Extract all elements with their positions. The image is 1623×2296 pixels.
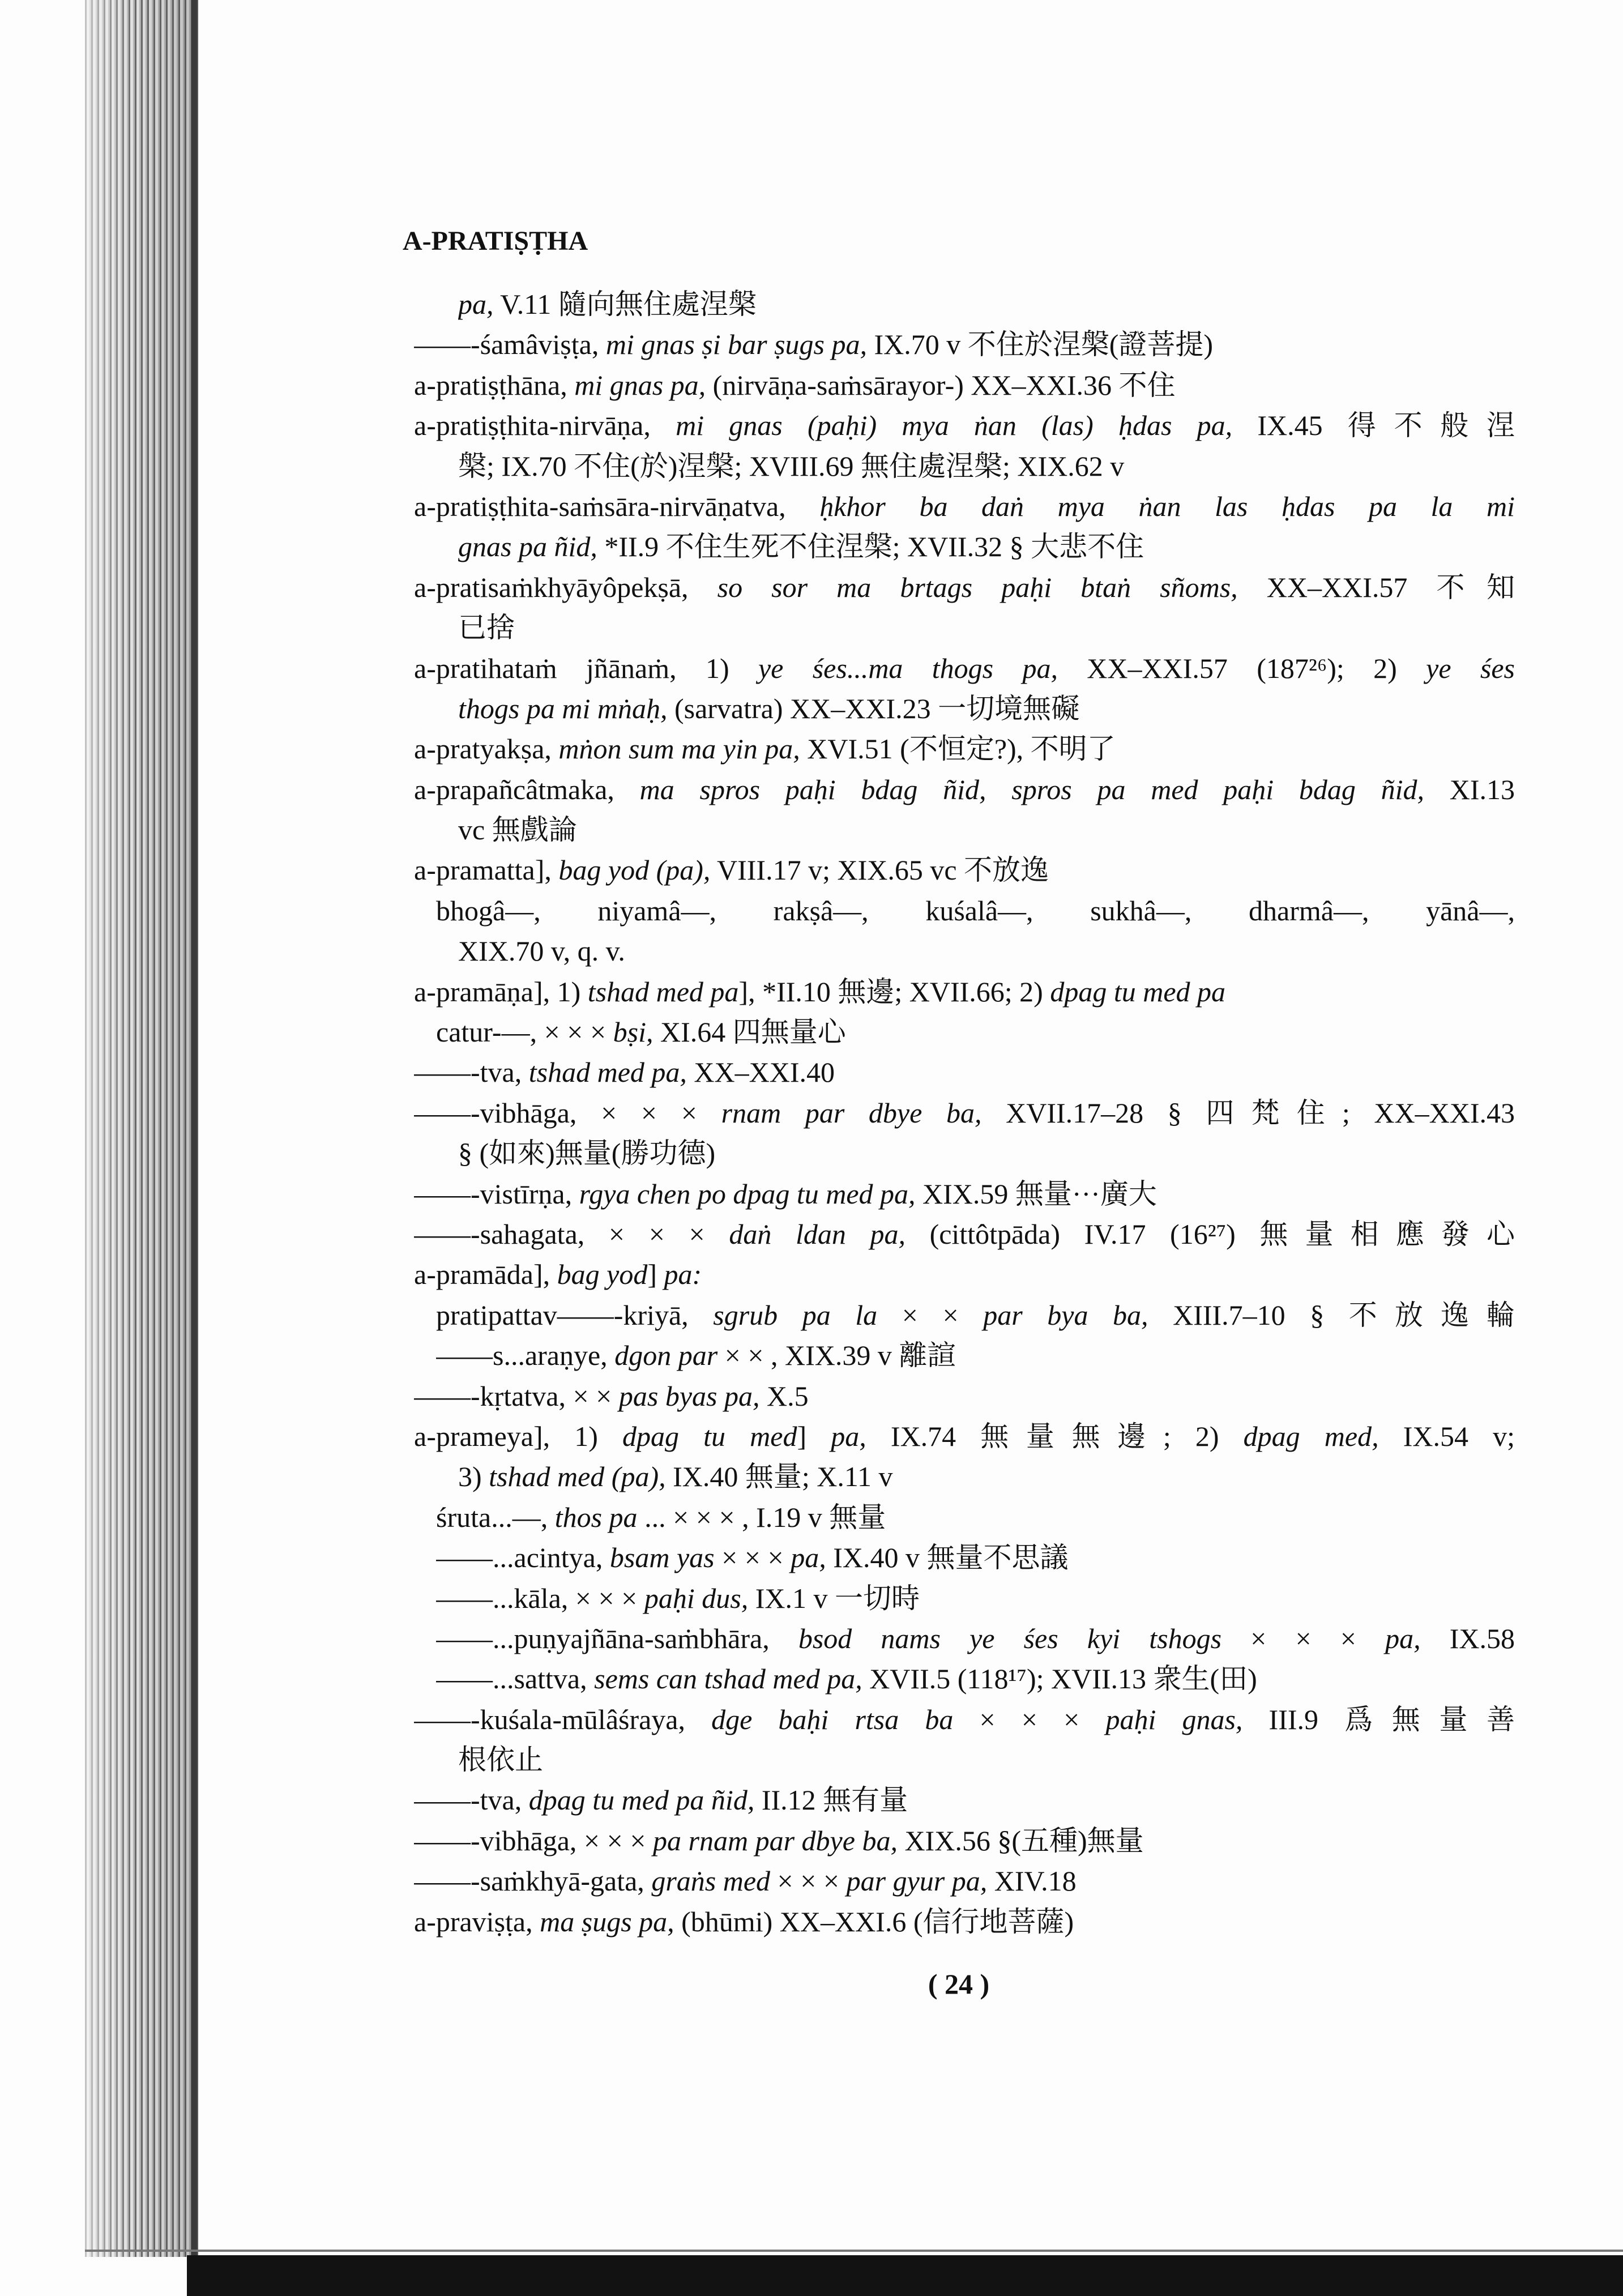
sanskrit-text: a-pramāda], <box>414 1258 557 1291</box>
entry-line <box>414 1780 1515 1820</box>
tibetan-text: gnas pa ñid, <box>458 531 597 563</box>
sanskrit-text: a-pramāṇa], 1) <box>414 975 588 1008</box>
entry-line <box>414 1214 1515 1254</box>
tibetan-text: pa, <box>831 1420 866 1452</box>
reference-text: XI.64 四無量心 <box>653 1016 846 1048</box>
reference-text: IX.45 得不般涅 <box>1232 409 1515 442</box>
entry-line <box>414 850 1515 890</box>
reference-text: 3) <box>458 1461 489 1493</box>
entry-line <box>436 1659 1515 1699</box>
reference-text: IX.58 <box>1420 1622 1515 1654</box>
tibetan-text: tshad med (pa), <box>489 1461 666 1493</box>
entry-line <box>414 486 1515 527</box>
tibetan-text: ma spros paḥi bdag ñid, spros pa med paḥi bdag ñid, <box>639 773 1425 805</box>
entry-line <box>414 1052 1515 1092</box>
scan-bottom-edge <box>187 2255 1623 2296</box>
sanskrit-text: a-pratisaṁkhyāyôpekṣā, <box>414 571 717 603</box>
reference-text: XX–XXI.40 <box>686 1056 835 1089</box>
entry-line <box>458 284 1515 325</box>
entry-line <box>414 1093 1515 1133</box>
entry-line <box>414 1174 1515 1214</box>
entry-line <box>458 689 1515 729</box>
sanskrit-text: catur-—, × × × <box>436 1016 613 1048</box>
reference-text: ], *II.10 無邊; XVII.66; 2) <box>738 975 1050 1008</box>
reference-text: IX.54 v; <box>1378 1420 1515 1452</box>
entry-line <box>436 1012 1515 1052</box>
sanskrit-text: ——s...araṇye, <box>436 1339 615 1372</box>
entry-line <box>436 1295 1515 1335</box>
sanskrit-text: ——-śamâviṣṭa, <box>414 328 606 361</box>
tibetan-text: sgrub pa la <box>713 1299 878 1331</box>
entry-line <box>458 527 1515 567</box>
tibetan-text: pa, <box>1385 1622 1421 1654</box>
reference-text: XX–XXI.57 (187²⁶); 2) <box>1057 652 1426 684</box>
reference-text: VIII.17 v; XIX.65 vc 不放逸 <box>710 854 1049 886</box>
tibetan-text: pa: <box>664 1258 702 1291</box>
entry-line <box>414 1861 1515 1901</box>
reference-text: XIX.70 v, q. v. <box>458 935 625 967</box>
reference-text: IX.40 無量; X.11 v <box>665 1461 893 1493</box>
tibetan-text: mi gnas ṣi bar ṣugs pa, <box>605 328 868 361</box>
tibetan-text: dpag tu med <box>622 1420 797 1452</box>
reference-text: XVI.51 (不恒定?), 不明了 <box>800 733 1116 765</box>
entry-line <box>414 406 1515 446</box>
entry-line <box>436 891 1515 931</box>
tibetan-text: rgya chen po dpag tu med pa, <box>579 1177 916 1210</box>
tibetan-text: par gyur pa, <box>846 1865 988 1897</box>
sanskrit-text: bhogâ—, niyamâ—, rakṣâ—, kuśalâ—, sukhâ—, dharmâ—, yānâ—, <box>436 894 1515 927</box>
sanskrit-text: ——...kāla, × × × <box>436 1582 644 1614</box>
sanskrit-text: ——-kuśala-mūlâśraya, <box>414 1703 712 1735</box>
tibetan-text: daṅ ldan pa, <box>729 1218 906 1250</box>
sanskrit-text: ——-tva, <box>414 1784 529 1816</box>
tibetan-text: thogs pa mi mṅaḥ, <box>458 692 668 724</box>
tibetan-text: bsam yas <box>609 1542 715 1574</box>
reference-text: × × × <box>1221 1622 1386 1654</box>
entry-line <box>414 729 1515 769</box>
tibetan-text: paḥi dus, <box>644 1582 749 1614</box>
reference-text: (bhūmi) XX–XXI.6 (信行地菩薩) <box>674 1905 1074 1937</box>
entry-line <box>436 1335 1515 1376</box>
entry-line <box>436 1619 1515 1659</box>
entry-line <box>436 1578 1515 1619</box>
tibetan-text: bag yod (pa), <box>558 854 711 886</box>
entry-line <box>458 810 1515 850</box>
reference-text: 已捨 <box>458 612 515 644</box>
tibetan-text: paḥi gnas, <box>1105 1703 1243 1735</box>
reference-text: XIII.7–10 § 不放逸輪 <box>1148 1299 1515 1331</box>
sanskrit-text: ——-vibhāga, × × × <box>414 1824 654 1857</box>
reference-text: XIX.59 無量···廣大 <box>915 1177 1157 1210</box>
sanskrit-text: a-pramatta], <box>414 854 559 886</box>
reference-text: XX–XXI.57 不知 <box>1237 571 1515 603</box>
tibetan-text: rnam par dbye ba, <box>721 1096 982 1129</box>
tibetan-text: graṅs med <box>651 1865 771 1897</box>
reference-text: *II.9 不住生死不住涅槃; XVII.32 § 大悲不住 <box>597 531 1144 563</box>
tibetan-text: par bya ba, <box>983 1299 1148 1331</box>
sanskrit-text: śruta...—, <box>436 1501 555 1533</box>
tibetan-text: pa, <box>791 1542 826 1574</box>
reference-text: vc 無戲論 <box>458 814 577 846</box>
entry-line <box>414 1902 1515 1942</box>
scan-edge-line <box>85 2250 1623 2252</box>
reference-text: V.11 隨向無住處涅槃 <box>493 288 757 320</box>
entry-line <box>458 931 1515 971</box>
sanskrit-text: ——...puṇyajñāna-saṁbhāra, <box>436 1622 798 1654</box>
tibetan-text: bag yod <box>557 1258 648 1291</box>
sanskrit-text: ——-kṛtatva, × × <box>414 1380 619 1412</box>
reference-text: IX.70 v 不住於涅槃(證菩提) <box>867 328 1214 361</box>
entry-line <box>414 1700 1515 1740</box>
tibetan-text: pa rnam par dbye ba, <box>653 1824 898 1857</box>
tibetan-text: so sor ma brtags paḥi btaṅ sñoms, <box>717 571 1238 603</box>
reference-text: XIX.56 §(五種)無量 <box>897 1824 1144 1857</box>
reference-text: XIV.18 <box>987 1865 1077 1897</box>
reference-text: IX.74 無量無邊; 2) <box>866 1420 1244 1452</box>
dictionary-entries <box>0 284 1623 1942</box>
tibetan-text: pa, <box>458 288 494 320</box>
sanskrit-text: a-pratihataṁ jñānaṁ, 1) <box>414 652 758 684</box>
reference-text: (cittôtpāda) IV.17 (16²⁷) 無量相應發心 <box>905 1218 1515 1250</box>
reference-text: × × <box>877 1299 984 1331</box>
sanskrit-text: a-pratiṣṭhita-nirvāṇa, <box>414 409 676 442</box>
sanskrit-text: a-pratiṣṭhāna, <box>414 369 575 401</box>
sanskrit-text: ——...sattva, <box>436 1663 595 1695</box>
sanskrit-text: a-pratiṣṭhita-saṁsāra-nirvāṇatva, <box>414 490 820 522</box>
page-number: ( 24 ) <box>928 1968 990 2000</box>
tibetan-text: tshad med pa <box>587 975 739 1008</box>
reference-text: § (如來)無量(勝功德) <box>458 1137 716 1170</box>
entry-line <box>414 325 1515 365</box>
tibetan-text: bsod nams ye śes kyi tshogs <box>798 1622 1222 1654</box>
entry-line <box>414 648 1515 689</box>
tibetan-text: dpag med, <box>1243 1420 1379 1452</box>
sanskrit-text: a-prameya], 1) <box>414 1420 623 1452</box>
reference-text: 槃; IX.70 不住(於)涅槃; XVIII.69 無住處涅槃; XIX.62 v <box>458 450 1125 482</box>
entry-line <box>414 1254 1515 1295</box>
tibetan-text: ye śes...ma thogs pa, <box>758 652 1058 684</box>
sanskrit-text: a-praviṣṭa, <box>414 1905 540 1937</box>
reference-text: × × × <box>714 1542 791 1574</box>
entry-line <box>414 972 1515 1012</box>
entry-heading: A-PRATIṢṬHA <box>403 226 588 256</box>
tibetan-text: ma ṣugs pa, <box>540 1905 674 1937</box>
tibetan-text: bṣi, <box>613 1016 654 1048</box>
entry-line <box>414 1821 1515 1861</box>
entry-line <box>414 1416 1515 1457</box>
entry-line <box>414 567 1515 608</box>
reference-text: (nirvāṇa-saṁsārayor-) XX–XXI.36 不住 <box>706 369 1176 401</box>
sanskrit-text: a-pratyakṣa, <box>414 733 559 765</box>
tibetan-text: dpag tu med pa ñid, <box>528 1784 755 1816</box>
tibetan-text: dge baḥi rtsa ba <box>711 1703 954 1735</box>
sanskrit-text: ——...acintya, <box>436 1542 610 1574</box>
entry-line <box>414 1376 1515 1416</box>
reference-text: XI.13 <box>1424 773 1515 805</box>
tibetan-text: mṅon sum ma yin pa, <box>558 733 800 765</box>
tibetan-text: dgon par <box>614 1339 718 1372</box>
entry-line <box>458 1457 1515 1497</box>
entry-line <box>436 1538 1515 1578</box>
tibetan-text: sems can tshad med pa, <box>594 1663 862 1695</box>
reference-text: ] <box>797 1420 831 1452</box>
reference-text: II.12 無有量 <box>754 1784 908 1816</box>
entry-line <box>458 446 1515 486</box>
sanskrit-text: ——-saṁkhyā-gata, <box>414 1865 652 1897</box>
tibetan-text: mi gnas (paḥi) mya ṅan (las) ḥdas pa, <box>676 409 1233 442</box>
tibetan-text: pas byas pa, <box>618 1380 760 1412</box>
tibetan-text: tshad med pa, <box>528 1056 687 1089</box>
reference-text: (sarvatra) XX–XXI.23 一切境無礙 <box>667 692 1080 724</box>
entry-line <box>458 1133 1515 1173</box>
reference-text: IX.1 v 一切時 <box>748 1582 920 1614</box>
sanskrit-text: ——-sahagata, × × × <box>414 1218 729 1250</box>
entry-line <box>458 1740 1515 1780</box>
tibetan-text: dpag tu med pa <box>1050 975 1226 1008</box>
reference-text: XVII.17–28 § 四梵住; XX–XXI.43 <box>981 1096 1515 1129</box>
reference-text: × × , XIX.39 v 離諠 <box>717 1339 956 1372</box>
reference-text: 根依止 <box>458 1744 543 1776</box>
tibetan-text: mi gnas pa, <box>574 369 706 401</box>
entry-line <box>414 365 1515 406</box>
sanskrit-text: ——-vibhāga, × × × <box>414 1096 721 1129</box>
reference-text: ] <box>647 1258 664 1291</box>
sanskrit-text: a-prapañcâtmaka, <box>414 773 640 805</box>
reference-text: III.9 爲無量善 <box>1242 1703 1515 1735</box>
reference-text: × × × <box>770 1865 847 1897</box>
sanskrit-text: ——-tva, <box>414 1056 529 1089</box>
tibetan-text: ḥkhor ba daṅ mya ṅan las ḥdas pa la mi <box>819 490 1515 522</box>
entry-line <box>414 770 1515 810</box>
entry-line <box>458 608 1515 648</box>
tibetan-text: ye śes <box>1426 652 1515 684</box>
tibetan-text: thos pa <box>554 1501 638 1533</box>
reference-text: X.5 <box>759 1380 809 1412</box>
reference-text: IX.40 v 無量不思議 <box>826 1542 1069 1574</box>
reference-text: ... × × × , I.19 v 無量 <box>637 1501 886 1533</box>
sanskrit-text: ——-vistīrṇa, <box>414 1177 579 1210</box>
entry-line <box>436 1497 1515 1538</box>
reference-text: × × × <box>953 1703 1106 1735</box>
reference-text: XVII.5 (118¹⁷); XVII.13 衆生(田) <box>862 1663 1257 1695</box>
sanskrit-text: pratipattav——-kriyā, <box>436 1299 714 1331</box>
